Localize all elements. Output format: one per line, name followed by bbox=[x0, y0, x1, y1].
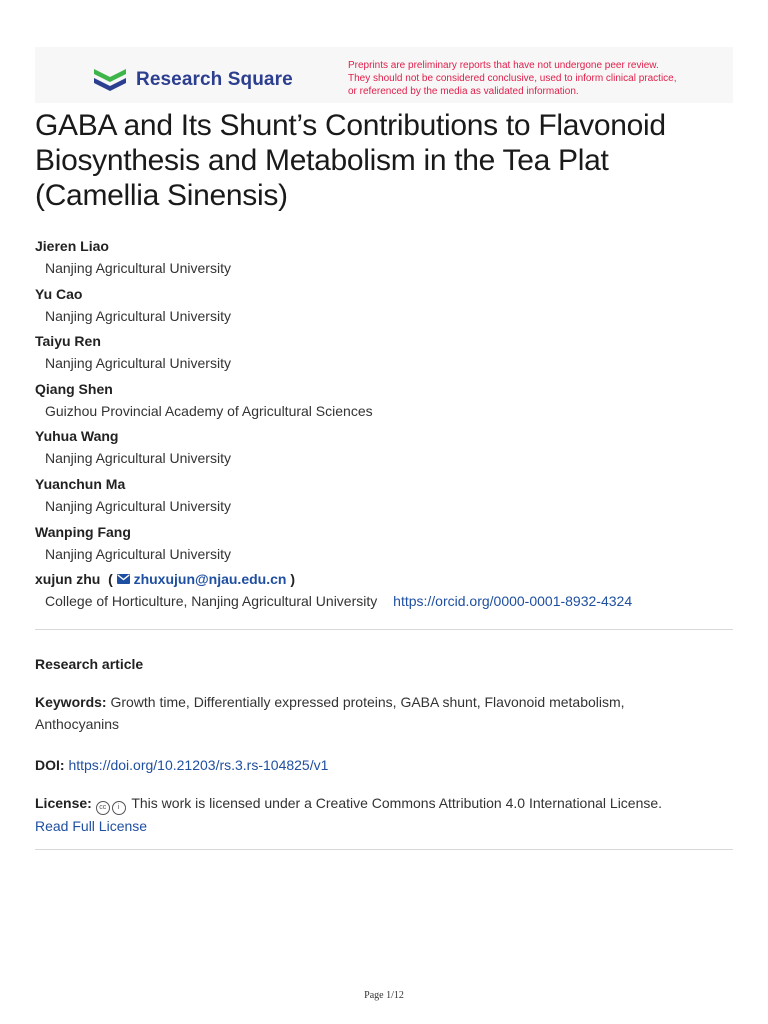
research-square-logo[interactable] bbox=[92, 64, 293, 96]
author-affiliation: Nanjing Agricultural University bbox=[45, 307, 231, 324]
license bbox=[35, 792, 735, 837]
author-name: Yuhua Wang bbox=[35, 428, 119, 445]
preprint-notice bbox=[348, 59, 728, 98]
page-number: Page 1/12 bbox=[364, 990, 404, 1001]
attribution-icon: i bbox=[112, 801, 126, 815]
author-name: Wanping Fang bbox=[35, 523, 131, 540]
license-label: License: bbox=[35, 795, 92, 811]
author-affiliation: Nanjing Agricultural University bbox=[45, 355, 231, 372]
keywords-text: Growth time, Differentially expressed proteins, GABA shunt, Flavonoid metabolism, bbox=[110, 694, 625, 710]
envelope-icon bbox=[117, 574, 130, 584]
divider bbox=[35, 849, 733, 850]
author-entry bbox=[35, 331, 735, 379]
read-full-license-link[interactable]: Read Full License bbox=[35, 818, 148, 834]
author-name: Qiang Shen bbox=[35, 380, 113, 397]
keywords bbox=[35, 691, 735, 735]
paper-title bbox=[35, 108, 735, 213]
keywords-text: Anthocyanins bbox=[35, 716, 120, 732]
doi bbox=[35, 754, 735, 776]
author-name bbox=[35, 569, 735, 590]
author-entry bbox=[35, 284, 735, 332]
license-text: This work is licensed under a Creative Commons Attribution 4.0 International License. bbox=[131, 795, 663, 811]
author-name: Yu Cao bbox=[35, 285, 83, 302]
doi-link[interactable]: https://doi.org/10.21203/rs.3.rs-104825/v1 bbox=[68, 757, 329, 773]
notice-line: or referenced by the media as validated information. bbox=[348, 86, 579, 97]
author-entry bbox=[35, 522, 735, 570]
email-link[interactable] bbox=[117, 571, 291, 587]
author-name: Taiyu Ren bbox=[35, 333, 101, 350]
author-affiliation: Guizhou Provincial Academy of Agricultural Sciences bbox=[45, 402, 373, 419]
author-list bbox=[35, 236, 735, 617]
author-name: Yuanchun Ma bbox=[35, 475, 126, 492]
author-affiliation: Nanjing Agricultural University bbox=[45, 545, 231, 562]
title-line: (Camellia Sinensis) bbox=[35, 179, 288, 212]
author-affiliation: Nanjing Agricultural University bbox=[45, 450, 231, 467]
author-entry bbox=[35, 474, 735, 522]
article-type-label: Research article bbox=[35, 656, 144, 672]
paren-close: ) bbox=[290, 571, 295, 588]
corresponding-author-name: xujun zhu bbox=[35, 571, 101, 588]
corresponding-author-entry bbox=[35, 569, 735, 617]
author-entry bbox=[35, 236, 735, 284]
author-entry bbox=[35, 426, 735, 474]
paren-open: ( bbox=[104, 571, 113, 588]
author-affiliation bbox=[35, 590, 735, 613]
author-name: Jieren Liao bbox=[35, 238, 109, 254]
cc-icon: cc bbox=[96, 801, 110, 815]
author-affiliation: Nanjing Agricultural University bbox=[45, 260, 231, 276]
orcid-link[interactable]: https://orcid.org/0000-0001-8932-4324 bbox=[393, 593, 633, 610]
email-address: zhuxujun@njau.edu.cn bbox=[133, 571, 287, 588]
notice-line: Preprints are preliminary reports that have not undergone peer review. bbox=[348, 60, 659, 71]
author-entry bbox=[35, 379, 735, 427]
title-line: Biosynthesis and Metabolism in the Tea Plat bbox=[35, 144, 609, 177]
doi-label: DOI: bbox=[35, 757, 65, 773]
article-type bbox=[35, 653, 735, 675]
research-square-logo-icon bbox=[92, 65, 128, 95]
divider bbox=[35, 629, 733, 630]
affiliation-text: College of Horticulture, Nanjing Agricultural University bbox=[45, 593, 378, 610]
notice-line: They should not be considered conclusive, used to inform clinical practice, bbox=[348, 73, 677, 84]
title-line: GABA and Its Shunt’s Contributions to Flavonoid bbox=[35, 109, 666, 142]
keywords-label: Keywords: bbox=[35, 694, 107, 710]
brand-name: Research Square bbox=[136, 69, 293, 90]
author-affiliation: Nanjing Agricultural University bbox=[45, 497, 231, 514]
